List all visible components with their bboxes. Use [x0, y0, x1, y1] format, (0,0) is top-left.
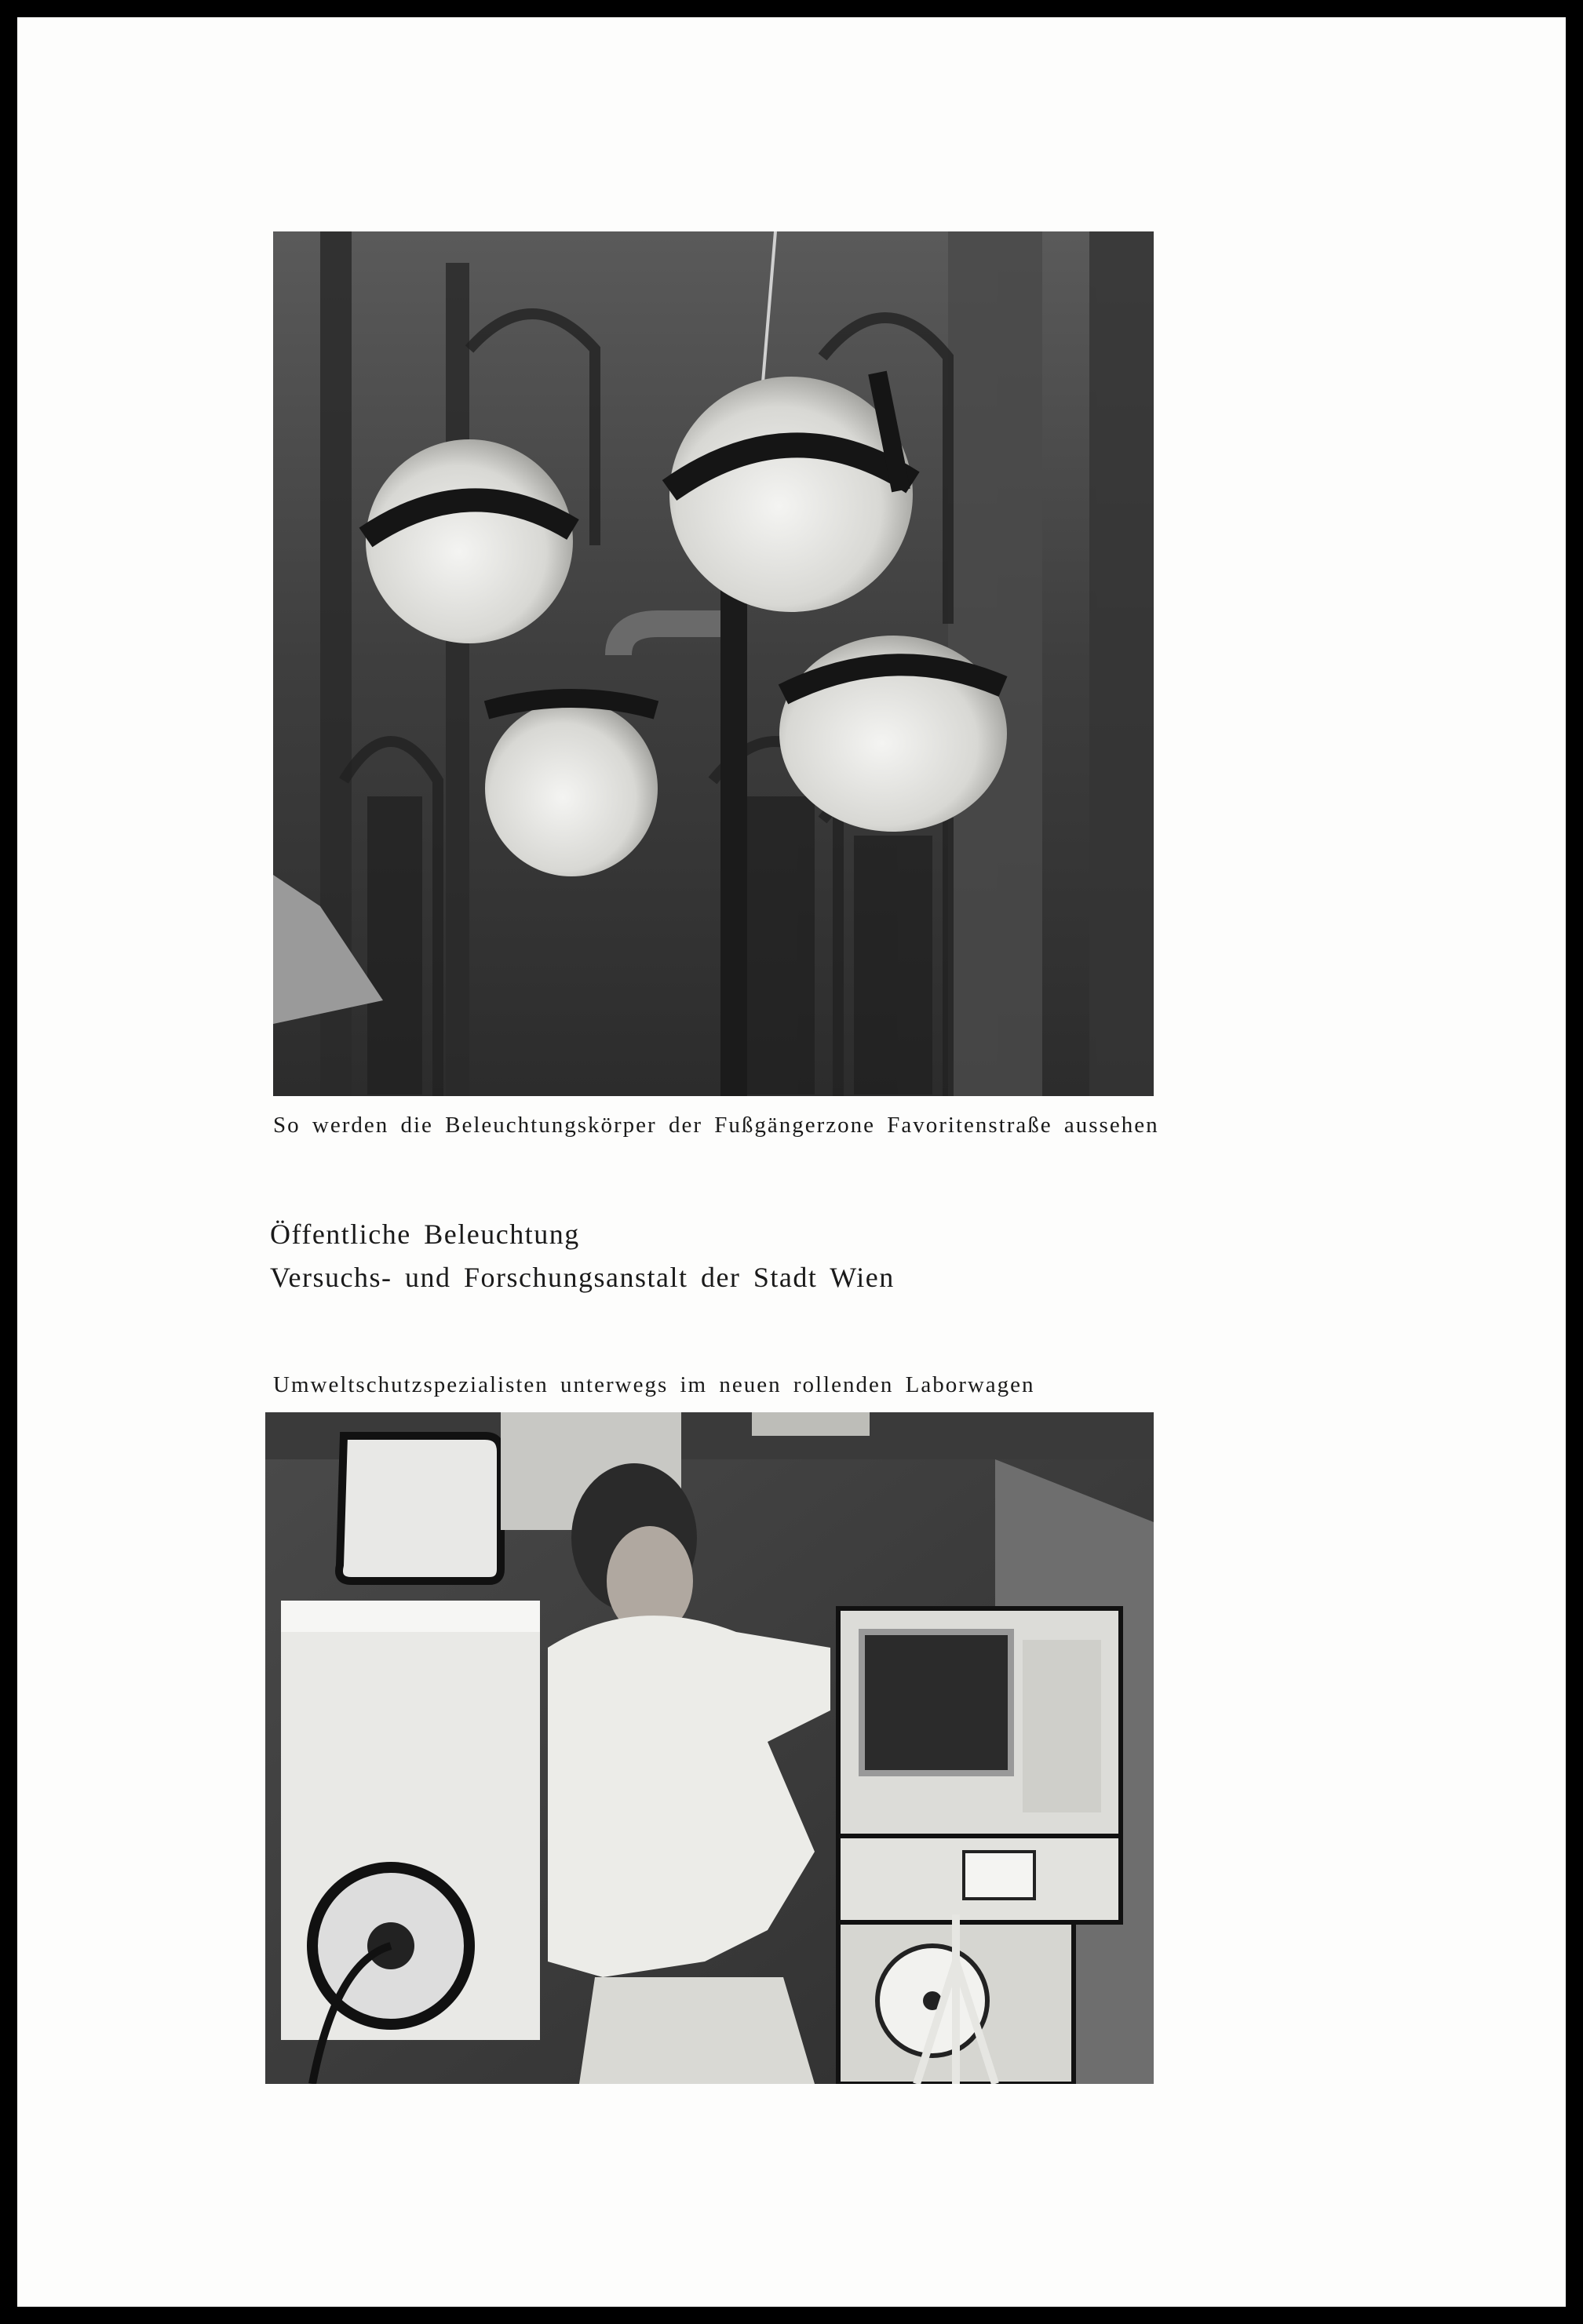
- photo-caption-top: So werden die Beleuchtungskörper der Fußgängerzone Favoritenstraße aussehen: [273, 1113, 1159, 1138]
- document-page: [17, 17, 1566, 2307]
- section-subheading: Versuchs- und Forschungsanstalt der Stadt Wien: [270, 1262, 895, 1293]
- street-lamps-photo: [273, 231, 1154, 1096]
- section-heading: Öffentliche Beleuchtung: [270, 1218, 580, 1250]
- photo-caption-bottom: Umweltschutzspezialisten unterwegs im neuen rollenden Laborwagen: [273, 1372, 1035, 1397]
- laboratory-van-photo: [265, 1412, 1154, 2084]
